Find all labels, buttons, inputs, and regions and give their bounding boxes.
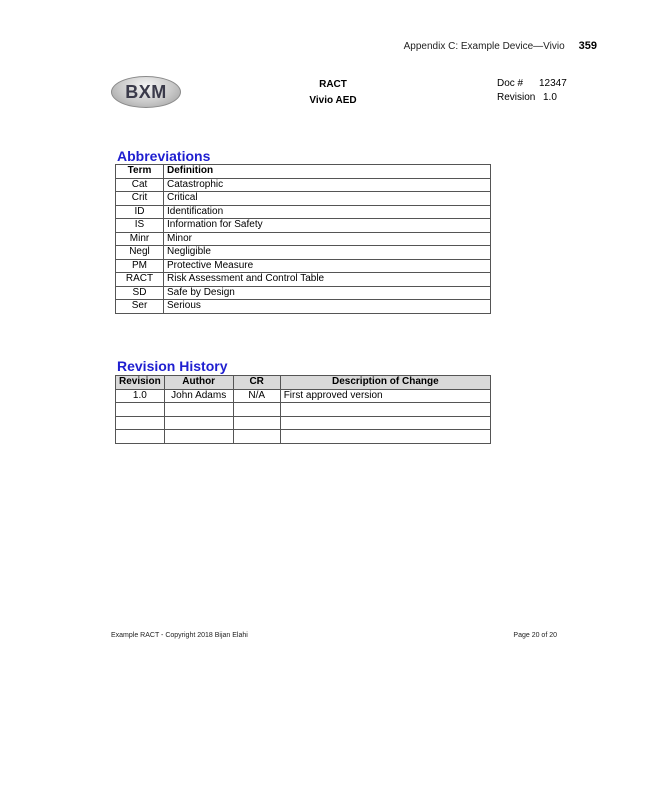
table-cell: First approved version: [280, 389, 490, 403]
running-head-text: Appendix C: Example Device—Vivio: [403, 41, 565, 52]
term-cell: IS: [116, 219, 164, 233]
term-cell: SD: [116, 286, 164, 300]
abbreviations-title: Abbreviations: [117, 148, 211, 164]
bxm-logo: [111, 76, 181, 108]
table-cell: [164, 403, 233, 417]
table-cell: [233, 403, 280, 417]
table-cell: 1.0: [116, 389, 165, 403]
table-row: [116, 205, 491, 219]
table-cell: [233, 430, 280, 444]
column-header: Revision: [116, 376, 165, 390]
table-cell: [164, 430, 233, 444]
running-head: [0, 40, 597, 52]
definition-cell: Minor: [164, 232, 491, 246]
term-cell: ID: [116, 205, 164, 219]
table-row: [116, 246, 491, 260]
footer-page: Page 20 of 20: [513, 632, 557, 639]
table-cell: [280, 430, 490, 444]
definition-cell: Protective Measure: [164, 259, 491, 273]
term-cell: Cat: [116, 178, 164, 192]
footer-copyright: Example RACT - Copyright 2018 Bijan Elahi: [111, 632, 248, 639]
definition-cell: Catastrophic: [164, 178, 491, 192]
doc-title-block: [290, 77, 376, 109]
table-cell: John Adams: [164, 389, 233, 403]
table-row: [116, 300, 491, 314]
doc-meta: [497, 77, 567, 105]
term-cell: PM: [116, 259, 164, 273]
column-header: Definition: [164, 165, 491, 179]
column-header: Description of Change: [280, 376, 490, 390]
term-cell: Negl: [116, 246, 164, 260]
column-header: CR: [233, 376, 280, 390]
revision-value: 1.0: [543, 92, 557, 103]
definition-cell: Serious: [164, 300, 491, 314]
term-cell: RACT: [116, 273, 164, 287]
term-cell: Ser: [116, 300, 164, 314]
table-row: [116, 178, 491, 192]
revision-history-table: [115, 375, 491, 444]
definition-cell: Safe by Design: [164, 286, 491, 300]
page-number: 359: [578, 40, 597, 52]
column-header: Author: [164, 376, 233, 390]
table-row: [116, 389, 491, 403]
table-row: [116, 416, 491, 430]
table-cell: [233, 416, 280, 430]
definition-cell: Negligible: [164, 246, 491, 260]
table-cell: [280, 403, 490, 417]
definition-cell: Critical: [164, 192, 491, 206]
term-cell: Minr: [116, 232, 164, 246]
table-row: [116, 403, 491, 417]
table-row: [116, 259, 491, 273]
doc-title: RACT: [319, 79, 347, 90]
table-row: [116, 273, 491, 287]
table-row: [116, 430, 491, 444]
table-row: [116, 232, 491, 246]
logo-text: BXM: [125, 81, 167, 102]
table-cell: [116, 403, 165, 417]
term-cell: Crit: [116, 192, 164, 206]
definition-cell: Identification: [164, 205, 491, 219]
table-row: [116, 286, 491, 300]
abbreviations-table: [115, 164, 491, 314]
doc-number: 12347: [539, 78, 567, 89]
definition-cell: Information for Safety: [164, 219, 491, 233]
table-row: [116, 219, 491, 233]
doc-subtitle: Vivio AED: [309, 95, 357, 106]
column-header: Term: [116, 165, 164, 179]
table-cell: [116, 430, 165, 444]
table-cell: [116, 416, 165, 430]
revision-history-title: Revision History: [117, 358, 228, 374]
table-cell: [280, 416, 490, 430]
table-row: [116, 192, 491, 206]
table-cell: N/A: [233, 389, 280, 403]
definition-cell: Risk Assessment and Control Table: [164, 273, 491, 287]
revision-label: Revision: [497, 92, 536, 103]
table-cell: [164, 416, 233, 430]
doc-number-label: Doc #: [497, 78, 524, 89]
